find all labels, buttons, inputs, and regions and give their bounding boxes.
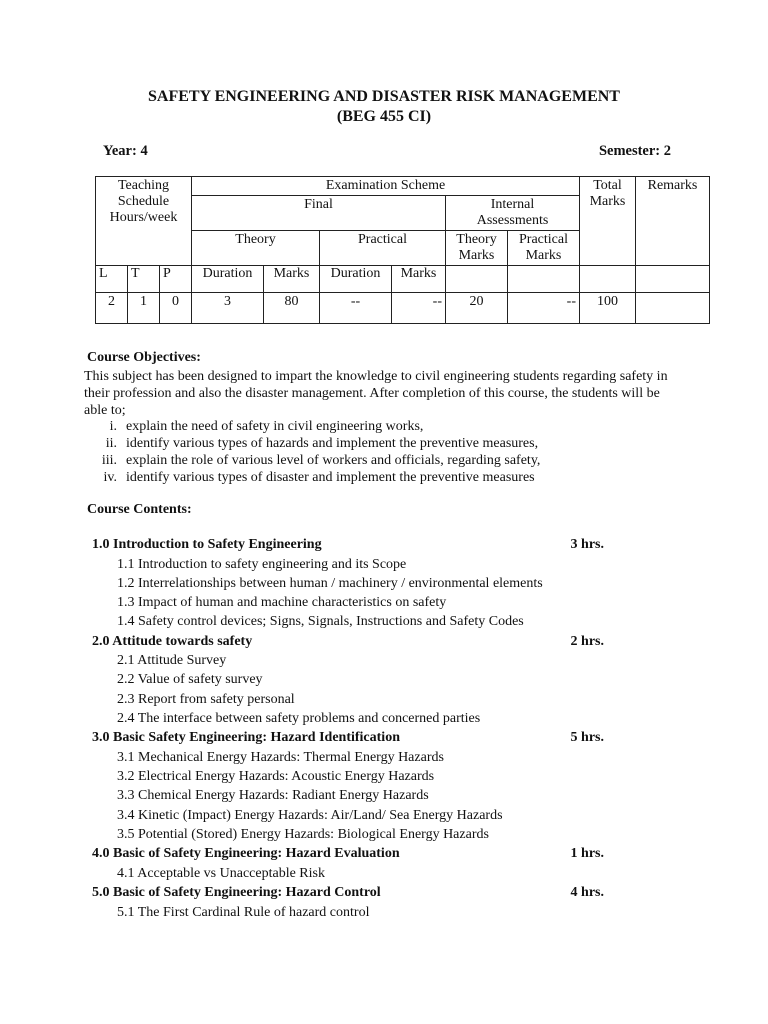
section-heading (92, 844, 612, 864)
subsection-item: 2.4 The interface between safety problems and concerned parties (117, 711, 481, 727)
subsection-item: 3.2 Electrical Energy Hazards: Acoustic Energy Hazards (117, 769, 435, 785)
col-P: P (160, 266, 192, 293)
subsection-item: 1.3 Impact of human and machine characteristics on safety (117, 595, 447, 611)
internal-assessments-header (446, 196, 580, 231)
objective-item (84, 418, 540, 435)
header-text: Schedule (117, 194, 170, 209)
subsection-item: 2.3 Report from safety personal (117, 691, 295, 707)
course-contents (92, 535, 612, 922)
subsection-item: 2.1 Attitude Survey (117, 653, 227, 669)
header-text: Teaching (117, 178, 170, 193)
objective-text: identify various types of disaster and implement the preventive measures (126, 470, 535, 485)
subsection-item: 2.2 Value of safety survey (117, 672, 263, 688)
objective-number: ii. (105, 436, 117, 451)
value-internal-practical: -- (508, 293, 580, 324)
total-marks-header (580, 177, 636, 266)
empty-cell (636, 266, 710, 293)
teaching-schedule-header (96, 177, 192, 266)
header-text: Assessments (476, 213, 549, 228)
remarks-header: Remarks (636, 177, 710, 266)
internal-theory-marks-header (446, 231, 508, 266)
header-text: Internal (490, 197, 535, 212)
document-title: SAFETY ENGINEERING AND DISASTER RISK MANAGEMENT (148, 88, 620, 105)
value-practical-duration: -- (320, 293, 392, 324)
objective-number: iv. (103, 470, 117, 485)
section-title: 3.0 Basic Safety Engineering: Hazard Identification (92, 730, 400, 746)
table-header-row-4 (96, 266, 710, 293)
section-hours: 5 hrs. (570, 730, 604, 746)
semester-label: Semester: 2 (598, 143, 671, 159)
subsection-item: 3.1 Mechanical Energy Hazards: Thermal Energy Hazards (117, 749, 444, 765)
value-remarks (636, 293, 710, 324)
practical-header: Practical (320, 231, 446, 266)
section-title: 5.0 Basic of Safety Engineering: Hazard Control (92, 885, 381, 901)
section-hours: 4 hrs. (570, 885, 604, 901)
value-P: 0 (160, 293, 192, 324)
value-total: 100 (580, 293, 636, 324)
section-hours: 3 hrs. (570, 537, 604, 552)
col-T: T (128, 266, 160, 293)
empty-cell (446, 266, 508, 293)
value-theory-marks: 80 (264, 293, 320, 324)
internal-practical-marks-header (508, 231, 580, 266)
value-T: 1 (128, 293, 160, 324)
value-L: 2 (96, 293, 128, 324)
objectives-heading: Course Objectives: (87, 350, 201, 365)
subsection-item: 1.1 Introduction to safety engineering and its Scope (117, 556, 407, 572)
section-heading (92, 632, 612, 652)
subsection-item: 3.5 Potential (Stored) Energy Hazards: Biological Energy Hazards (117, 827, 489, 843)
section-heading (92, 535, 612, 555)
subsection-item: 5.1 The First Cardinal Rule of hazard control (117, 904, 370, 920)
section-title: 4.0 Basic of Safety Engineering: Hazard Evaluation (92, 846, 400, 862)
header-text: Hours/week (109, 210, 178, 225)
theory-header: Theory (192, 231, 320, 266)
header-text: Theory (456, 232, 497, 247)
examination-scheme-table (95, 176, 710, 324)
section-heading (92, 883, 612, 903)
value-practical-marks: -- (392, 293, 446, 324)
col-practical-duration: Duration (320, 266, 392, 293)
objective-number: i. (109, 419, 117, 434)
objective-number: iii. (101, 453, 117, 468)
col-theory-duration: Duration (192, 266, 264, 293)
subsection-item: 3.3 Chemical Energy Hazards: Radiant Energy Hazards (117, 788, 429, 804)
objective-text: explain the need of safety in civil engineering works, (126, 419, 424, 434)
header-text: Marks (525, 248, 562, 263)
objective-text: explain the role of various level of workers and officials, regarding safety, (126, 453, 541, 468)
table-header-row-1 (96, 177, 710, 196)
header-text: Marks (458, 248, 495, 263)
contents-heading: Course Contents: (87, 502, 192, 517)
objective-item (84, 469, 540, 486)
objective-item (84, 435, 540, 452)
header-text: Practical (519, 232, 568, 247)
section-hours: 2 hrs. (570, 633, 604, 649)
header-text: Marks (589, 194, 626, 209)
objective-text: identify various types of hazards and implement the preventive measures, (126, 436, 539, 451)
year-semester-line (103, 143, 671, 160)
empty-cell (508, 266, 580, 293)
subsection-item: 4.1 Acceptable vs Unacceptable Risk (117, 865, 325, 881)
section-hours: 1 hrs. (570, 846, 604, 862)
table-values-row (96, 293, 710, 324)
section-title: 1.0 Introduction to Safety Engineering (92, 537, 322, 552)
section-heading (92, 728, 612, 748)
objective-item (84, 452, 540, 469)
subsection-item: 3.4 Kinetic (Impact) Energy Hazards: Air/Land/ Sea Energy Hazards (117, 807, 503, 823)
empty-cell (580, 266, 636, 293)
section-title: 2.0 Attitude towards safety (92, 633, 253, 649)
col-practical-marks: Marks (392, 266, 446, 293)
subsection-item: 1.2 Interrelationships between human / machinery / environmental elements (117, 575, 543, 591)
year-label: Year: 4 (103, 143, 148, 159)
value-internal-theory: 20 (446, 293, 508, 324)
exam-scheme-header: Examination Scheme (192, 177, 580, 196)
col-L: L (96, 266, 128, 293)
final-header: Final (192, 196, 446, 231)
course-code: (BEG 455 CI) (336, 108, 432, 125)
value-theory-duration: 3 (192, 293, 264, 324)
subsection-item: 1.4 Safety control devices; Signs, Signals, Instructions and Safety Codes (117, 614, 524, 630)
header-text: Total (593, 178, 622, 193)
objectives-paragraph: This subject has been designed to impart the knowledge to civil engineering students regarding safety in their profession and also the disaster management. After completion of this course, the students will be able to; (84, 369, 668, 418)
objectives-list (84, 418, 540, 486)
col-theory-marks: Marks (264, 266, 320, 293)
